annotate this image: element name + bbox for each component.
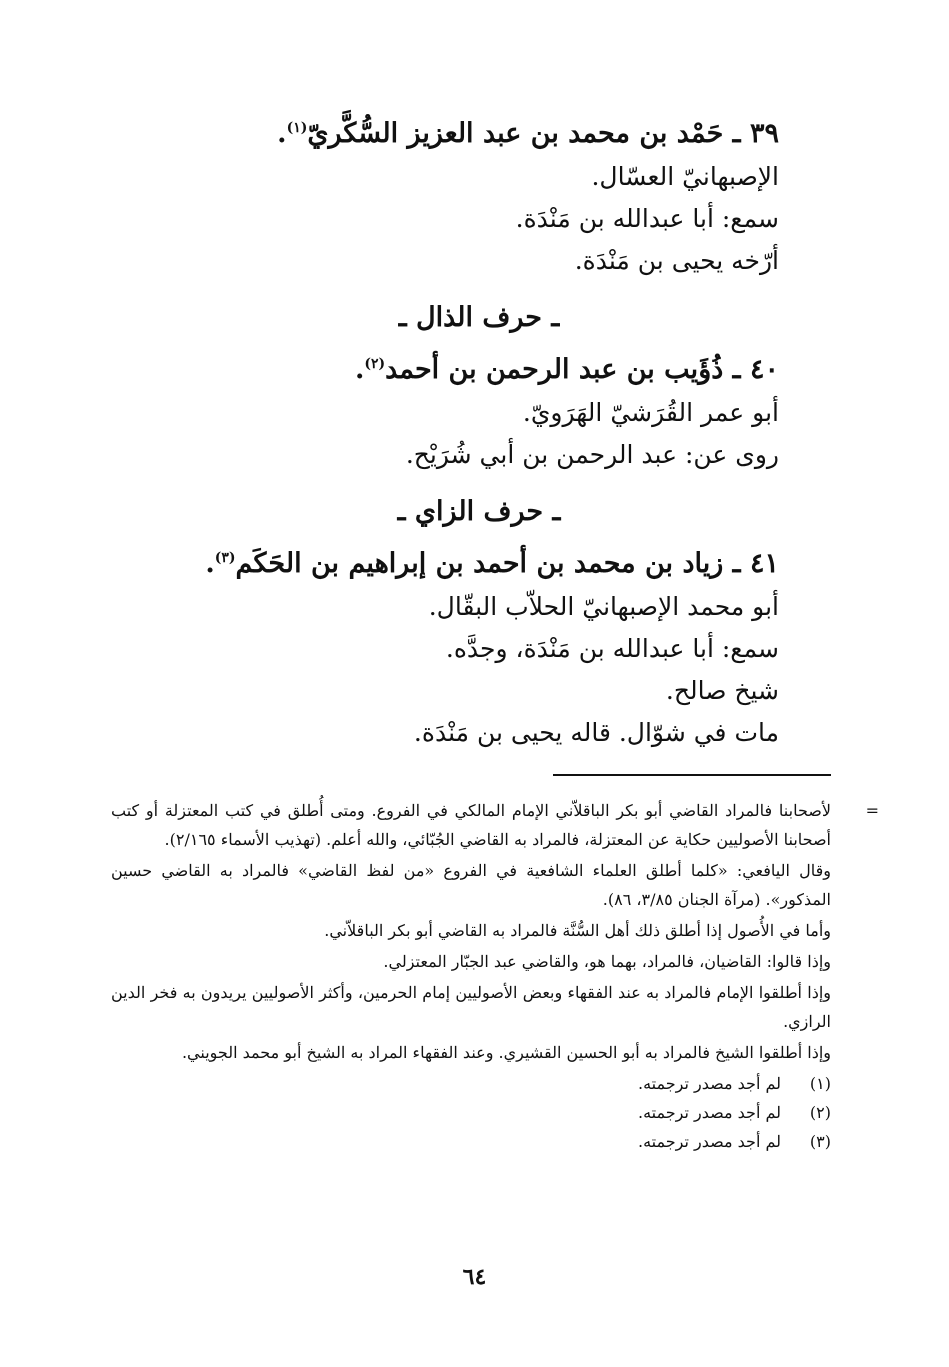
footnotes bbox=[111, 796, 879, 1156]
entry-line: سمع: أبا عبدالله بن مَنْدَة. bbox=[515, 204, 779, 233]
section-title: ـ حرف الذال ـ bbox=[398, 302, 560, 333]
page-number: ٦٤ bbox=[462, 1264, 487, 1290]
entry-heading: ٤١ ـ زياد بن محمد بن أحمد بن إبراهيم بن الحَكَم$^{(٣)}$. bbox=[205, 548, 779, 579]
footnote-item: (٣)لم أجد مصدر ترجمته. bbox=[111, 1127, 831, 1156]
entry-line: شيخ صالح. bbox=[665, 676, 779, 705]
entry-heading: ٤٠ ـ ذُؤَيب بن عبد الرحمن بن أحمد$^{(٢)}$. bbox=[354, 354, 779, 385]
entry-heading: ٣٩ ـ حَمْد بن محمد بن عبد العزيز السُّكَّريّ$^{(١)}$. bbox=[277, 118, 779, 149]
footnote-paragraph: وإذا قالوا: القاضيان، فالمراد، بهما هو، والقاضي عبد الجبّار المعتزلي. bbox=[383, 952, 831, 971]
entry-line: أرّخه يحيى بن مَنْدَة. bbox=[574, 246, 779, 275]
entry-line: أبو محمد الإصبهانيّ الحلاّب البقّال. bbox=[428, 592, 779, 621]
footnote-item: (١)لم أجد مصدر ترجمته. bbox=[111, 1069, 831, 1098]
footnote-ref[interactable]: (٣) bbox=[214, 550, 236, 566]
entry-line: أبو عمر القُرَشيّ الهَرَويّ. bbox=[522, 398, 779, 427]
footnote-paragraph: وقال اليافعي: «كلما أطلق العلماء الشافعية في الفروع «من لفظ القاضي» فالمراد به القاضي حسين المذكور». (مرآة الجنان ٣/٨٥، ٨٦). bbox=[111, 861, 831, 909]
continuation-mark: = bbox=[865, 801, 879, 820]
footnote-number: (١) bbox=[809, 1074, 831, 1093]
entry-line: مات في شوّال. قاله يحيى بن مَنْدَة. bbox=[413, 718, 779, 747]
footnote-paragraph: وأما في الأُصول إذا أطلق ذلك أهل السُّنَّة فالمراد به القاضي أبو بكر الباقلاّني. bbox=[324, 921, 831, 940]
footnote-item: (٢)لم أجد مصدر ترجمته. bbox=[111, 1098, 831, 1127]
footnote-number: (٣) bbox=[809, 1132, 831, 1151]
footnote-paragraph: = لأصحابنا فالمراد القاضي أبو بكر الباقلاّني الإمام المالكي في الفروع. ومتى أُطلق في كتب المعتزلة أو كتب أصحابنا الأصوليين حكاية عن المعتزلة، فالمراد به القاضي الجُبّائي، والله أعلم. (تهذيب الأسماء ٢/١٦٥). bbox=[111, 796, 831, 854]
footnote-ref[interactable]: (١) bbox=[286, 120, 308, 136]
footnote-paragraph: وإذا أطلقوا الشيخ فالمراد به أبو الحسين القشيري. وعند الفقهاء المراد به الشيخ أبو محمد الجويني. bbox=[181, 1043, 831, 1062]
entry-line: روى عن: عبد الرحمن بن أبي شُرَيْح. bbox=[405, 440, 779, 469]
entry-line: سمع: أبا عبدالله بن مَنْدَة، وجدَّه. bbox=[445, 634, 779, 663]
footnote-divider bbox=[553, 774, 831, 776]
entry-line: الإصبهانيّ العسّال. bbox=[591, 162, 779, 191]
section-title: ـ حرف الزاي ـ bbox=[397, 496, 561, 527]
main-text bbox=[205, 112, 779, 754]
footnote-paragraph: وإذا أطلقوا الإمام فالمراد به عند الفقهاء وبعض الأصوليين إمام الحرمين، وأكثر الأصوليين يريدون به فخر الدين الرازي. bbox=[111, 983, 831, 1031]
footnote-number: (٢) bbox=[809, 1103, 831, 1122]
footnote-ref[interactable]: (٢) bbox=[364, 356, 386, 372]
